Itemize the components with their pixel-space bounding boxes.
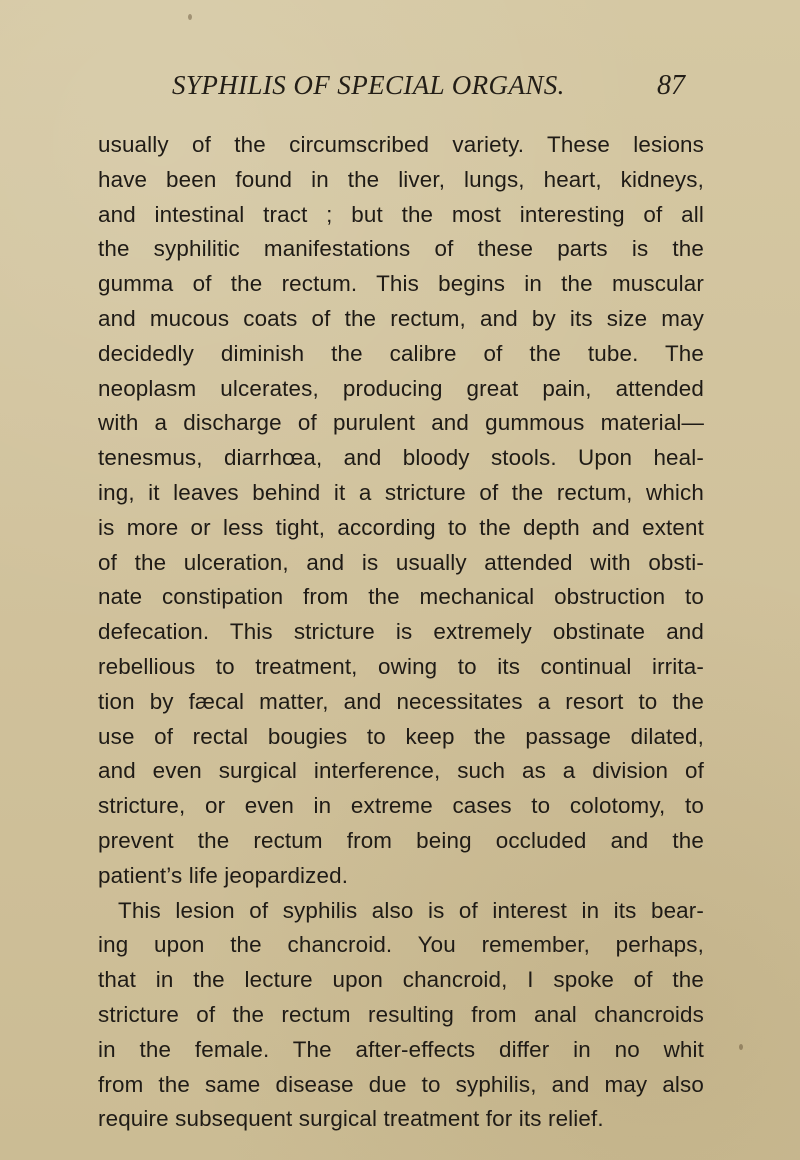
text-line: patient’s life jeopardized. (98, 862, 349, 888)
body-text (98, 128, 704, 1137)
text-line: prevent the rectum from being occluded and the (98, 827, 704, 853)
text-line: use of rectal bougies to keep the passage dilated, (98, 723, 704, 749)
text-line: usually of the circumscribed variety. These lesions (98, 132, 704, 157)
text-line: ing, it leaves behind it a stricture of the rectum, which (98, 479, 704, 505)
text-line: neoplasm ulcerates, producing great pain, attended (98, 375, 704, 401)
text-line: decidedly diminish the calibre of the tube. The (98, 340, 704, 366)
text-line: stricture of the rectum resulting from anal chancroids (98, 1001, 704, 1027)
text-line: require subsequent surgical treatment for its relief. (98, 1106, 604, 1132)
paper-speck (739, 1044, 743, 1050)
text-line: tenesmus, diarrhœa, and bloody stools. Upon heal- (98, 445, 704, 471)
text-line: in the female. The after-effects differ in no whit (98, 1036, 704, 1062)
text-line: of the ulceration, and is usually attended with obsti- (98, 549, 704, 575)
text-line: tion by fæcal matter, and necessitates a resort to the (98, 688, 704, 714)
text-line: nate constipation from the mechanical obstruction to (98, 584, 704, 610)
running-head: SYPHILIS OF SPECIAL ORGANS. (172, 70, 565, 100)
text-line: have been found in the liver, lungs, heart, kidneys, (98, 166, 704, 192)
text-line: This lesion of syphilis also is of interest in its bear- (118, 897, 704, 923)
text-line: is more or less tight, according to the depth and extent (98, 514, 704, 540)
text-line: and even surgical interference, such as a division of (98, 758, 704, 784)
text-line: rebellious to treatment, owing to its continual irrita- (98, 653, 704, 679)
text-line: defecation. This stricture is extremely obstinate and (98, 619, 704, 645)
text-line: and mucous coats of the rectum, and by its size may (98, 305, 704, 331)
text-line: with a discharge of purulent and gummous material— (98, 410, 704, 436)
text-line: gumma of the rectum. This begins in the muscular (98, 271, 704, 297)
text-line: stricture, or even in extreme cases to colotomy, to (98, 793, 704, 819)
text-line: from the same disease due to syphilis, and may also (98, 1071, 704, 1097)
text-line: that in the lecture upon chancroid, I spoke of the (98, 967, 704, 993)
text-line: the syphilitic manifestations of these parts is the (98, 236, 704, 262)
page-header (0, 68, 800, 108)
paper-speck (188, 14, 192, 20)
page-number: 87 (657, 70, 685, 101)
text-line: ing upon the chancroid. You remember, perhaps, (98, 932, 704, 958)
text-line: and intestinal tract ; but the most interesting of all (98, 201, 704, 227)
